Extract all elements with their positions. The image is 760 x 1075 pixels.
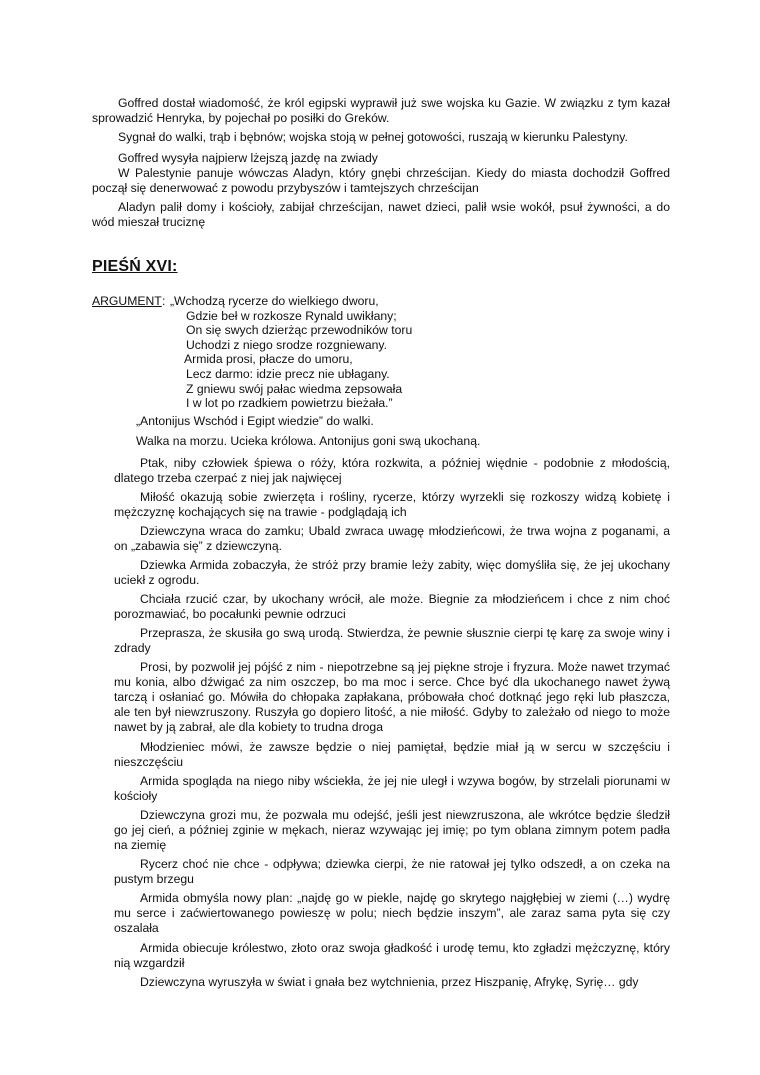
intro-paragraph: Sygnał do walki, trąb i bębnów; wojska stoją w pełnej gotowości, ruszają w kierunku Palestyny.: [118, 130, 628, 144]
body-paragraph: Dziewka Armida zobaczyła, że stróż przy bramie leży zabity, więc domyśliła się, że jej ukochany uciekł z ogrodu.: [114, 558, 670, 587]
body-paragraph: Dziewczyna wraca do zamku; Ubald zwraca uwagę młodzieńcowi, że trwa wojna z poganami, a on „zabawia się” z dziewczyną.: [114, 524, 670, 553]
argument-verse-line: Lecz darmo: idzie precz nie ubłagany.: [186, 367, 390, 381]
argument-verse-line: Gdzie beł w rozkosze Rynald uwikłany;: [186, 309, 397, 323]
body-paragraph: Ptak, niby człowiek śpiewa o róży, która rozkwita, a później więdnie - podobnie z młodością, dlatego trzeba czerpać z niej jak najwięcej: [114, 456, 670, 485]
intro-paragraph: Aladyn palił domy i kościoły, zabijał chrześcijan, nawet dzieci, palił wsie wokół, psuł żywności, a do wód mieszał truciznę: [92, 200, 670, 229]
intro-paragraph: Goffred dostał wiadomość, że król egipski wyprawił już swe wojska ku Gazie. W związku z tym kazał sprowadzić Henryka, by pojechał po posiłki do Greków.: [92, 96, 670, 125]
argument-verse-line: Z gniewu swój pałac wiedma zepsowała: [186, 382, 403, 396]
argument-verse-line: Armida prosi, płacze do umoru,: [184, 352, 353, 366]
argument-verse-line: „Wchodzą rycerze do wielkiego dworu,: [170, 294, 379, 308]
intro-paragraph: W Palestynie panuje wówczas Aladyn, który gnębi chrześcijan. Kiedy do miasta dochodził Goffred począł się denerwować z powodu przybyszów i tamtejszych chrześcijan: [92, 166, 670, 195]
body-paragraph: Rycerz choć nie chce - odpływa; dziewka cierpi, że nie ratował jej tylko odszedł, a on czeka na pustym brzegu: [114, 857, 670, 886]
body-paragraph: Dziewczyna wyruszyła w świat i gnała bez wytchnienia, przez Hiszpanię, Afrykę, Syrię… gdy: [140, 975, 639, 989]
body-paragraph: Prosi, by pozwolił jej pójść z nim - niepotrzebne są jej piękne stroje i fryzura. Może nawet trzymać mu konia, albo dźwigać za nim oszczep, bo ma moc i serce. Chce być dla ukochanego nawet żywą tarczą i osłaniać go. Mówiła do chłopaka zapłakana, próbowała choć dotknąć jego ręki lub płaszcza, ale ten był niewzruszony. Ruszyła go dopiero litość, a nie miłość. Gdyby to zależało od niego to może nawet by ją zabrał, ale dla kobiety to trudna droga: [114, 660, 670, 734]
body-paragraph: Chciała rzucić czar, by ukochany wrócił, ale może. Biegnie za młodzieńcem i chce z nim choć porozmawiać, bo pocałunki pewnie odrzuci: [114, 592, 670, 621]
body-paragraph: Armida spogląda na niego niby wściekła, że jej nie uległ i wzywa bogów, by strzelali piorunami w kościoły: [114, 774, 670, 803]
argument-verse-line: I w lot po rzadkiem powietrzu bieżała.”: [186, 396, 393, 410]
argument-label: ARGUMENT: [92, 294, 162, 308]
antonius-line: Walka na morzu. Ucieka królowa. Antonijus goni swą ukochaną.: [136, 434, 481, 448]
argument-verse-line: Uchodzi z niego srodze rozgniewany.: [186, 338, 387, 352]
body-paragraph: Miłość okazują sobie zwierzęta i rośliny, rycerze, którzy wyrzekli się rozkoszy widzą kobietę i mężczyznę kochających się na trawie - podglądają ich: [114, 490, 670, 519]
section-title: PIEŚŃ XVI:: [92, 258, 178, 275]
argument-verse-line: On się swych dzierżąc przewodników toru: [186, 323, 413, 337]
body-paragraph: Armida obiecuje królestwo, złoto oraz swoja gładkość i urodę temu, kto zgładzi mężczyznę, który nią wzgardził: [114, 941, 670, 970]
intro-paragraph: Goffred wysyła najpierw lżejszą jazdę na zwiady: [118, 151, 378, 165]
argument-colon: :: [162, 294, 166, 308]
body-paragraph: Młodzieniec mówi, że zawsze będzie o niej pamiętał, będzie miał ją w sercu w szczęściu i nieszczęściu: [114, 740, 670, 769]
antonius-line: „Antonijus Wschód i Egipt wiedzie” do walki.: [136, 414, 374, 428]
body-paragraph: Dziewczyna grozi mu, że pozwala mu odejść, jeśli jest niewzruszona, ale wkrótce będzie śledził go jej cień, a później zginie w mękach, nieraz wzywając jej imię; po tym oblana zimnym potem padła na ziemię: [114, 808, 670, 852]
body-paragraph: Przeprasza, że skusiła go swą urodą. Stwierdza, że pewnie słusznie cierpi tę karę za swoje winy i zdrady: [114, 626, 670, 655]
body-paragraph: Armida obmyśla nowy plan: „najdę go w piekle, najdę go skrytego najgłębiej w ziemi (…) wydrę mu serce i zaćwiertowanego powieszę w polu; niech będzie inszym”, ale zaraz sama pyta się czy oszalała: [114, 891, 670, 935]
